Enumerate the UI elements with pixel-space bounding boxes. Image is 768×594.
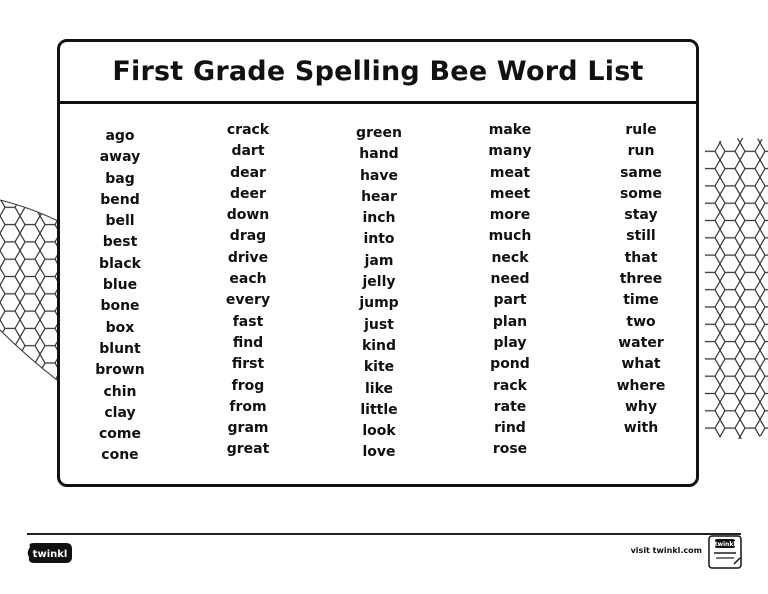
word-list-card — [57, 39, 699, 487]
word-item: jam — [364, 252, 394, 269]
word-item: great — [226, 441, 270, 458]
word-item: brown — [95, 362, 145, 379]
word-item: first — [231, 356, 265, 373]
word-item: from — [229, 398, 267, 415]
word-item: bell — [105, 213, 135, 230]
word-item: every — [225, 292, 271, 309]
footer-divider — [27, 533, 741, 535]
word-item: need — [490, 271, 530, 288]
word-item: frog — [231, 377, 265, 394]
word-item: plan — [492, 313, 528, 330]
word-item: down — [226, 207, 270, 224]
word-item: gram — [227, 420, 269, 437]
word-item: hear — [361, 188, 397, 205]
quality-approved-badge-icon — [707, 534, 743, 570]
word-item: play — [493, 334, 527, 351]
word-item: little — [360, 401, 398, 418]
word-item: part — [493, 292, 527, 309]
word-item: jump — [359, 295, 399, 312]
word-item: make — [488, 122, 532, 138]
word-item: same — [620, 164, 662, 181]
word-item: look — [362, 423, 396, 440]
word-item: bone — [100, 298, 140, 315]
word-item: meat — [489, 164, 531, 181]
word-item: why — [624, 398, 658, 415]
word-item: time — [623, 292, 659, 309]
word-item: neck — [491, 249, 529, 266]
word-item: rose — [492, 441, 528, 458]
right-honeycomb-decoration — [700, 134, 768, 454]
word-item: drive — [227, 249, 269, 266]
word-item: drag — [229, 228, 267, 245]
word-column-2 — [188, 120, 308, 461]
word-item: pond — [490, 356, 530, 373]
logo-text: twinkl — [32, 549, 68, 560]
word-item: green — [356, 125, 402, 141]
word-item: fast — [232, 313, 264, 330]
word-item: run — [627, 143, 655, 160]
word-item: crack — [226, 122, 270, 138]
word-item: rate — [493, 398, 527, 415]
word-column-3 — [319, 123, 439, 464]
word-item: dear — [230, 164, 266, 181]
word-item: find — [232, 334, 264, 351]
word-item: bag — [105, 170, 135, 187]
word-item: blue — [102, 277, 138, 294]
word-item: box — [105, 319, 135, 336]
word-item: black — [99, 255, 141, 272]
word-item: much — [488, 228, 532, 245]
word-item: deer — [230, 185, 266, 202]
word-item: stay — [624, 207, 658, 224]
word-item: rule — [625, 122, 657, 138]
word-item: with — [623, 420, 659, 437]
word-item: have — [359, 167, 399, 184]
visit-link[interactable]: visit twinkl.com — [630, 546, 702, 555]
badge-text: twinkl — [714, 541, 736, 548]
word-item: more — [489, 207, 531, 224]
word-item: like — [364, 380, 394, 397]
word-item: each — [229, 271, 267, 288]
word-item: dart — [231, 143, 265, 160]
word-item: kite — [363, 359, 395, 376]
word-item: three — [619, 271, 663, 288]
word-item: many — [488, 143, 532, 160]
word-item: two — [626, 313, 656, 330]
twinkl-logo-icon — [26, 541, 74, 565]
word-column-1 — [60, 126, 180, 467]
word-item: ago — [105, 128, 135, 144]
word-item: kind — [361, 337, 397, 354]
word-item: inch — [362, 210, 396, 227]
word-item: rack — [493, 377, 527, 394]
word-item: water — [618, 334, 664, 351]
word-item: love — [362, 444, 396, 461]
word-item: still — [626, 228, 656, 245]
word-column-5 — [581, 120, 701, 439]
word-item: what — [621, 356, 661, 373]
word-item: into — [363, 231, 395, 248]
word-item: just — [364, 316, 394, 333]
word-item: rind — [494, 420, 526, 437]
word-item: that — [624, 249, 658, 266]
word-item: blunt — [99, 340, 141, 357]
word-item: cone — [101, 447, 139, 464]
word-item: best — [102, 234, 138, 251]
word-item: come — [99, 426, 141, 443]
word-item: hand — [359, 146, 399, 163]
word-item: away — [99, 149, 141, 166]
word-column-4 — [450, 120, 570, 461]
word-item: clay — [104, 404, 136, 421]
word-item: meet — [489, 185, 531, 202]
word-item: bend — [100, 191, 140, 208]
title-bar — [60, 42, 696, 104]
word-item: chin — [103, 383, 137, 400]
word-item: jelly — [362, 274, 396, 291]
word-item: some — [619, 185, 663, 202]
page-title: First Grade Spelling Bee Word List — [112, 56, 644, 87]
word-item: where — [616, 377, 666, 394]
